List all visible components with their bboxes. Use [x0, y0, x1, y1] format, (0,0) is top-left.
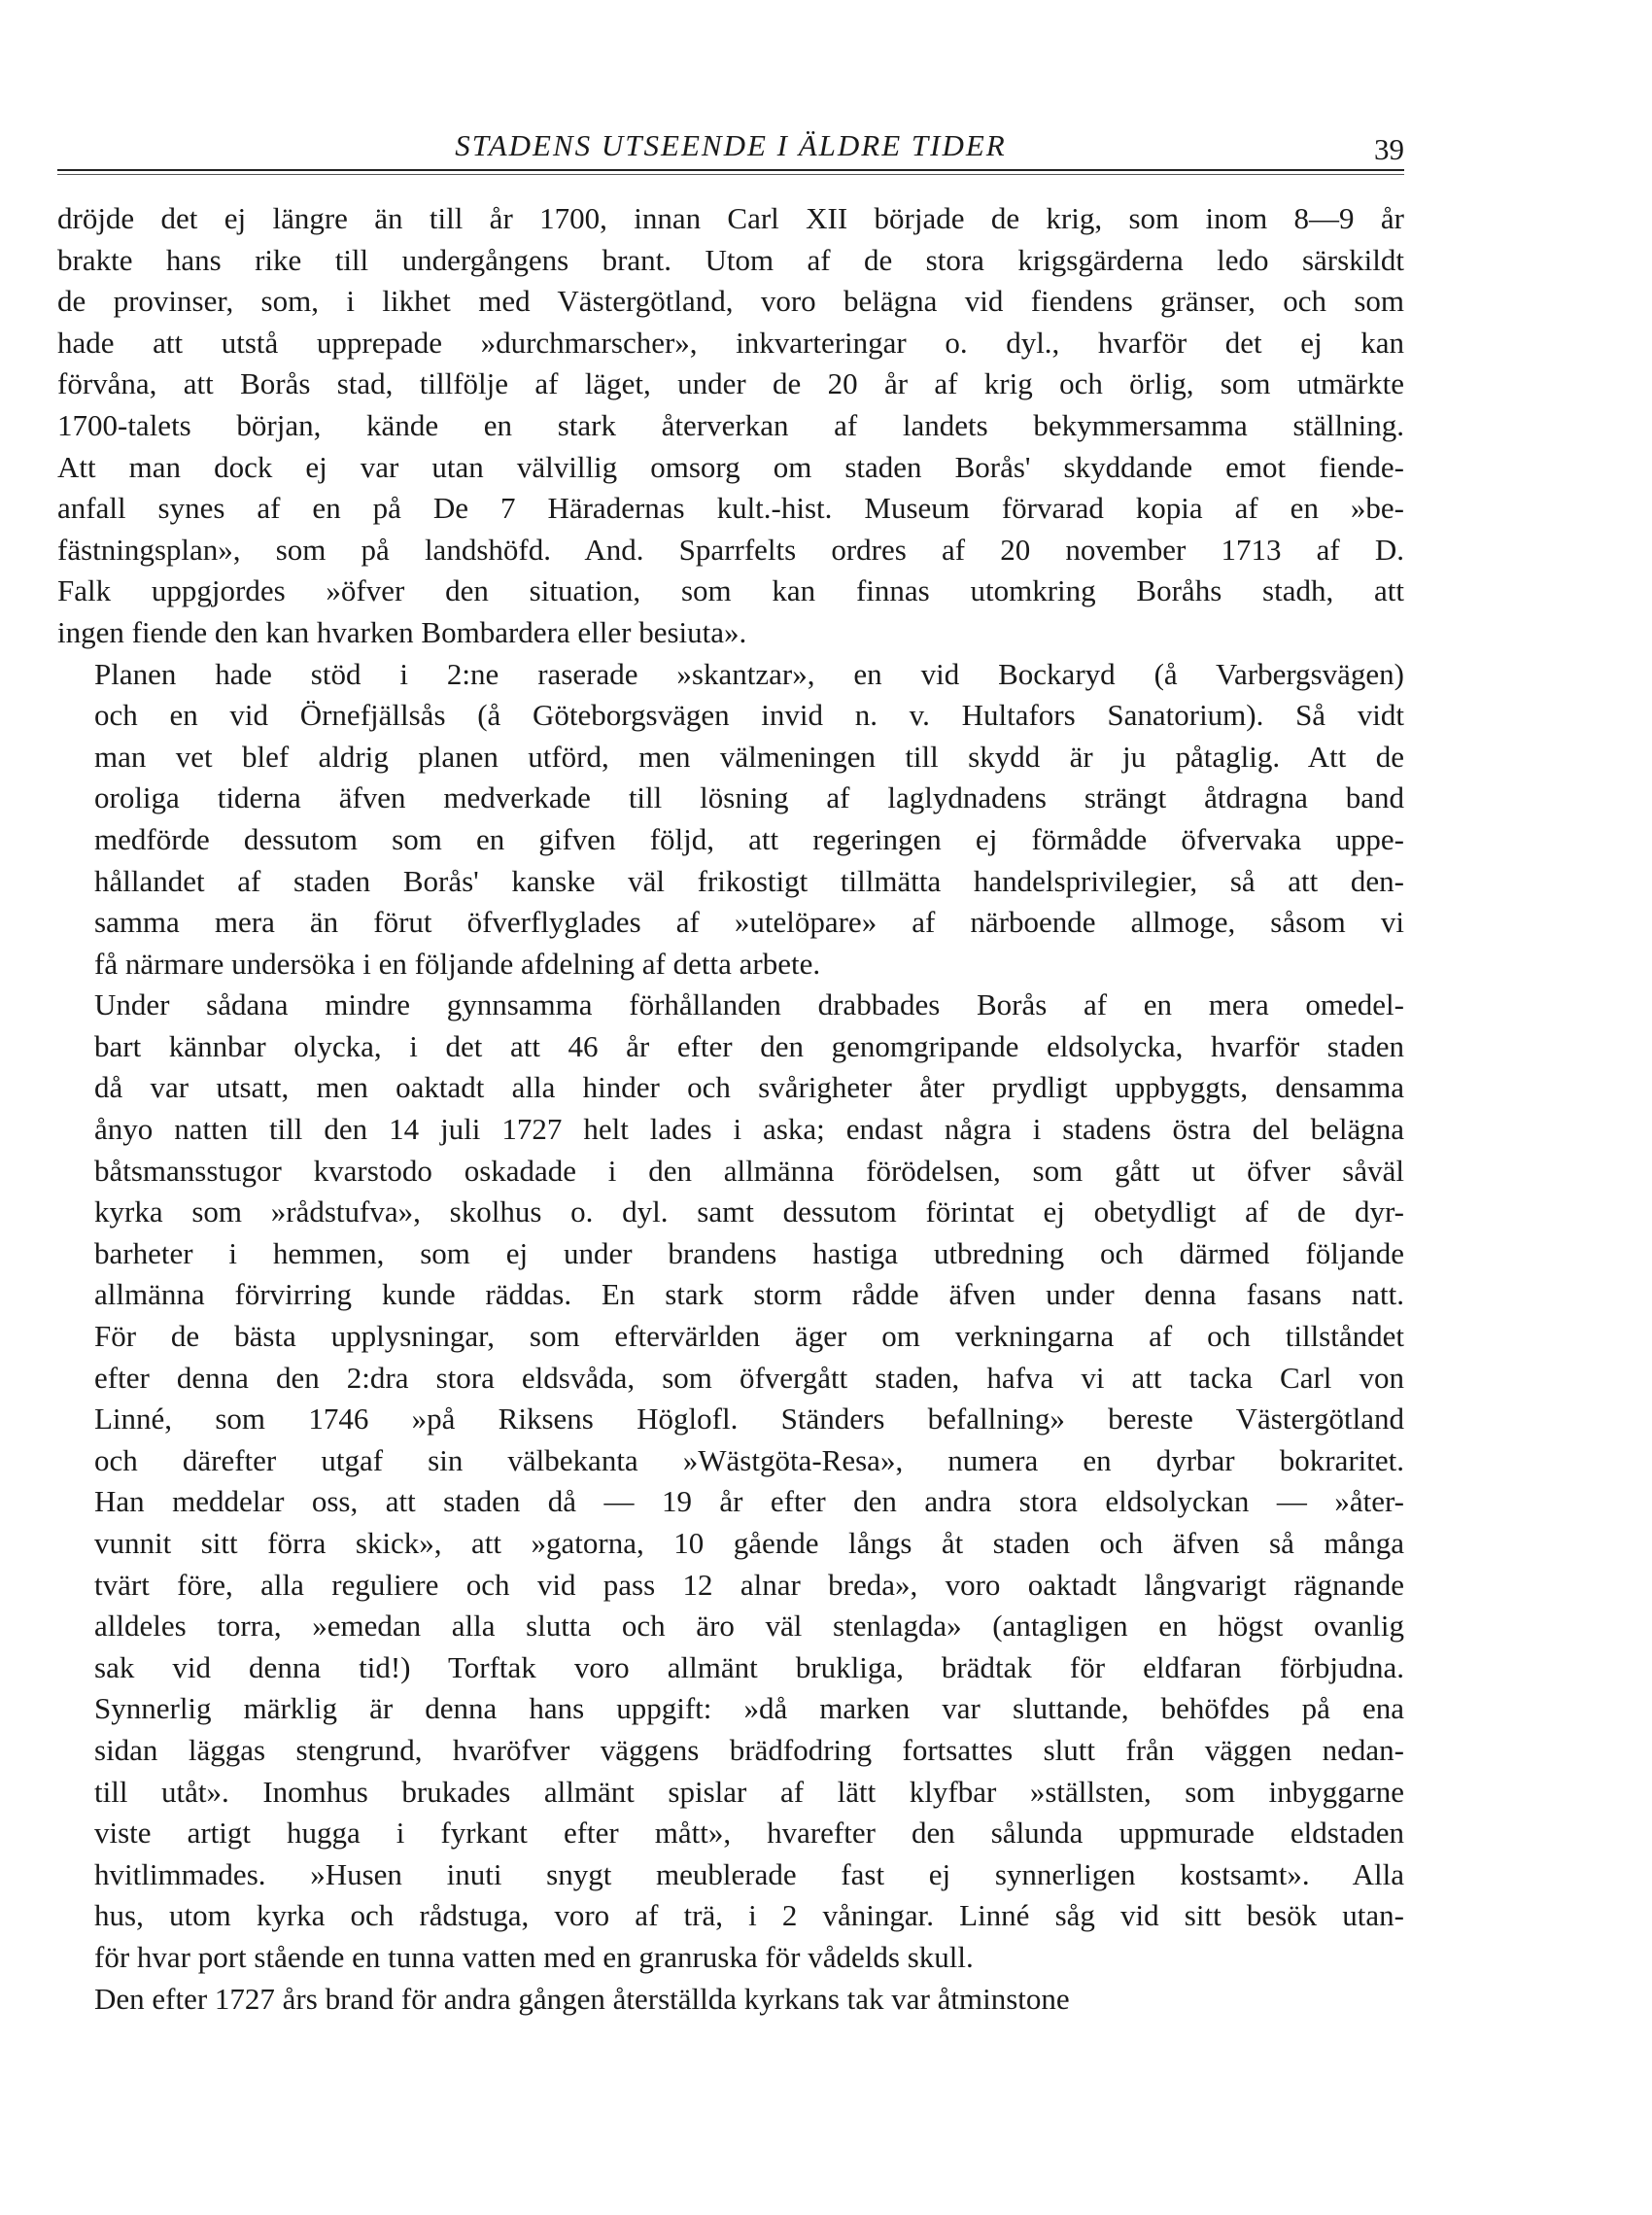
- text-line: Under sådana mindre gynnsamma förhållanden drabbades Borås af en mera omedel-: [94, 987, 1404, 1022]
- text-line: ingen fiende den kan hvarken Bombardera eller besiuta».: [57, 614, 747, 649]
- body-text: [57, 198, 1404, 2020]
- header-rule-thin: [57, 174, 1404, 175]
- text-line: och därefter utgaf sin välbekanta »Wästgöta-Resa», numera en dyrbar bokraritet.: [94, 1442, 1404, 1477]
- text-line: allmänna förvirring kunde räddas. En stark storm rådde äfven under denna fasans natt.: [94, 1277, 1404, 1312]
- text-line: man vet blef aldrig planen utförd, men välmeningen till skydd är ju påtaglig. Att de: [94, 739, 1404, 774]
- text-line: hållandet af staden Borås' kanske väl frikostigt tillmätta handelsprivilegier, så att den-: [94, 863, 1404, 898]
- paragraph: [57, 654, 1404, 986]
- text-line: och en vid Örnefjällsås (å Göteborgsvägen invid n. v. Hultafors Sanatorium). Så vidt: [94, 698, 1404, 733]
- text-line: hus, utom kyrka och rådstuga, voro af trä, i 2 våningar. Linné såg vid sitt besök utan-: [94, 1898, 1404, 1933]
- running-title: STADENS UTSEENDE I ÄLDRE TIDER: [455, 128, 1007, 162]
- text-line: Falk uppgjordes »öfver den situation, som kan finnas utomkring Boråhs stadh, att: [57, 573, 1404, 608]
- text-line: hvitlimmades. »Husen inuti snygt meublerade fast ej synnerligen kostsamt». Alla: [94, 1856, 1404, 1891]
- text-line: samma mera än förut öfverflyglades af »utelöpare» af närboende allmoge, såsom vi: [94, 905, 1404, 940]
- text-line: kyrka som »rådstufva», skolhus o. dyl. samt dessutom förintat ej obetydligt af de dyr-: [94, 1194, 1404, 1229]
- header-rule: [57, 169, 1404, 171]
- text-line: medförde dessutom som en gifven följd, att regeringen ej förmådde öfvervaka uppe-: [94, 821, 1404, 856]
- text-line: alldeles torra, »emedan alla slutta och äro väl stenlagda» (antagligen en högst ovanlig: [94, 1609, 1404, 1644]
- paragraph: [57, 1979, 1404, 2021]
- text-line: efter denna den 2:dra stora eldsvåda, som öfvergått staden, hafva vi att tacka Carl von: [94, 1360, 1404, 1395]
- paragraph: [57, 198, 1404, 654]
- text-line: dröjde det ej längre än till år 1700, innan Carl XII började de krig, som inom 8—9 år: [57, 201, 1404, 235]
- text-line: Han meddelar oss, att staden då — 19 år efter den andra stora eldsolyckan — »åter-: [94, 1484, 1404, 1519]
- text-line: brakte hans rike till undergångens brant. Utom af de stora krigsgärderna ledo särskildt: [57, 242, 1404, 277]
- running-head: [57, 126, 1404, 177]
- paragraph: [57, 985, 1404, 1978]
- text-line: hade att utstå upprepade »durchmarscher», inkvarteringar o. dyl., hvarför det ej kan: [57, 325, 1404, 360]
- text-line: barheter i hemmen, som ej under brandens hastiga utbredning och därmed följande: [94, 1235, 1404, 1270]
- text-line: sidan läggas stengrund, hvaröfver väggens brädfodring fortsattes slutt från väggen nedan-: [94, 1732, 1404, 1767]
- text-line: viste artigt hugga i fyrkant efter mått», hvarefter den sålunda uppmurade eldstaden: [94, 1816, 1404, 1851]
- text-line: då var utsatt, men oaktadt alla hinder och svårigheter åter prydligt uppbyggts, densamma: [94, 1070, 1404, 1105]
- text-line: tvärt före, alla reguliere och vid pass 12 alnar breda», voro oaktadt långvarigt rägnande: [94, 1567, 1404, 1602]
- text-line: Planen hade stöd i 2:ne raserade »skantzar», en vid Bockaryd (å Varbergsvägen): [94, 656, 1404, 691]
- text-line: för hvar port stående en tunna vatten med en granruska för vådelds skull.: [94, 1939, 974, 1974]
- text-line: sak vid denna tid!) Torftak voro allmänt brukliga, brädtak för eldfaran förbjudna.: [94, 1649, 1404, 1684]
- text-line: Linné, som 1746 »på Riksens Höglofl. Ständers befallning» bereste Västergötland: [94, 1402, 1404, 1436]
- text-line: Synnerlig märklig är denna hans uppgift: »då marken var sluttande, behöfdes på ena: [94, 1691, 1404, 1726]
- text-line: fästningsplan», som på landshöfd. And. Sparrfelts ordres af 20 november 1713 af D.: [57, 532, 1404, 567]
- text-line: vunnit sitt förra skick», att »gatorna, 10 gående långs åt staden och äfven så många: [94, 1526, 1404, 1560]
- text-line: till utåt». Inomhus brukades allmänt spislar af lätt klyfbar »ställsten, som inbyggarne: [94, 1774, 1404, 1809]
- text-line: förvåna, att Borås stad, tillfölje af läget, under de 20 år af krig och örlig, som utmärkte: [57, 366, 1404, 401]
- book-page: [57, 126, 1404, 2020]
- text-line: Den efter 1727 års brand för andra gången återställda kyrkans tak var åtminstone: [94, 1981, 1070, 2016]
- text-line: båtsmansstugor kvarstodo oskadade i den allmänna förödelsen, som gått ut öfver såväl: [94, 1153, 1404, 1188]
- text-line: anfall synes af en på De 7 Häradernas kult.-hist. Museum förvarad kopia af en »be-: [57, 491, 1404, 526]
- text-line: bart kännbar olycka, i det att 46 år efter den genomgripande eldsolycka, hvarför staden: [94, 1028, 1404, 1063]
- page-number: 39: [1374, 132, 1404, 166]
- text-line: ånyo natten till den 14 juli 1727 helt lades i aska; endast några i stadens östra del belägna: [94, 1112, 1404, 1147]
- text-line: de provinser, som, i likhet med Västergötland, voro belägna vid fiendens gränser, och som: [57, 284, 1404, 319]
- text-line: För de bästa upplysningar, som eftervärlden äger om verkningarna af och tillståndet: [94, 1319, 1404, 1354]
- text-line: få närmare undersöka i en följande afdelning af detta arbete.: [94, 946, 821, 981]
- text-line: 1700-talets början, kände en stark återverkan af landets bekymmersamma ställning.: [57, 407, 1404, 442]
- text-line: Att man dock ej var utan välvillig omsorg om staden Borås' skyddande emot fiende-: [57, 449, 1404, 484]
- text-line: oroliga tiderna äfven medverkade till lösning af laglydnadens strängt åtdragna band: [94, 780, 1404, 815]
